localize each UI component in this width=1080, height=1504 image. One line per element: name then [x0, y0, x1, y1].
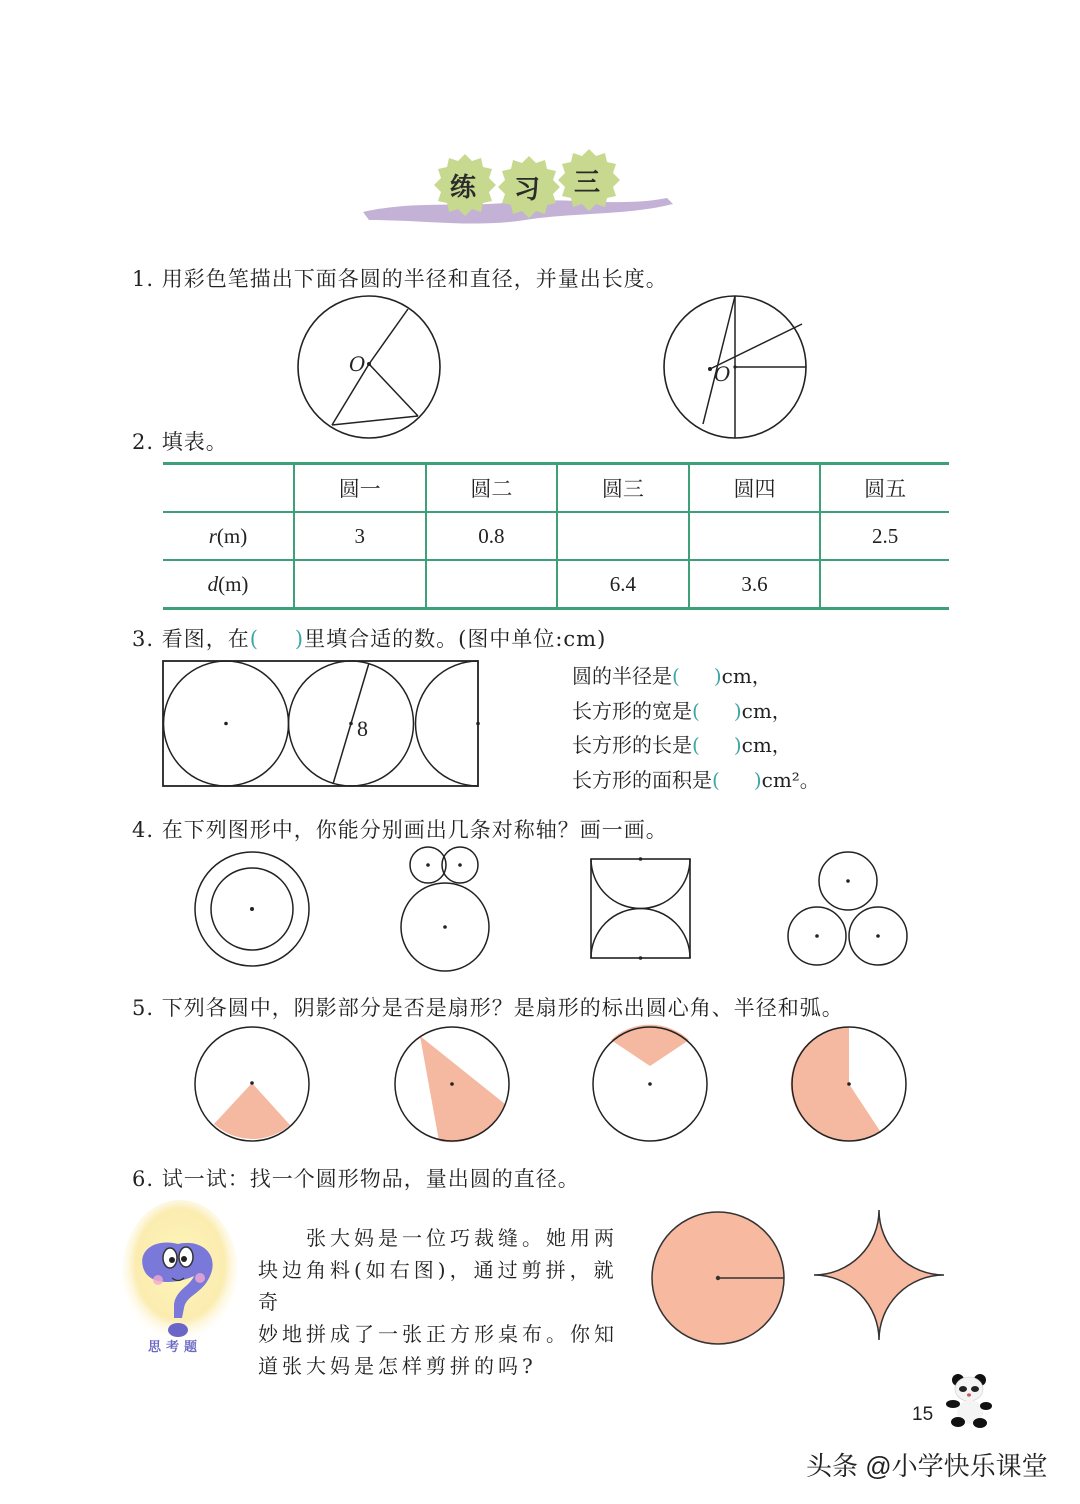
- story-line: 张大妈是一位巧裁缝。她用两: [258, 1226, 618, 1250]
- watermark: 头条 @小学快乐课堂: [806, 1451, 1048, 1481]
- header-title-char: 三: [574, 168, 601, 198]
- table-header-cell: 圆二: [426, 464, 558, 513]
- table-cell[interactable]: 3.6: [689, 560, 821, 609]
- panda-icon: [944, 1372, 996, 1428]
- question-3-text: 3. 看图，在( )里填合适的数。(图中单位:cm): [132, 627, 607, 651]
- question-4-text: 4. 在下列图形中，你能分别画出几条对称轴？画一画。: [132, 818, 668, 842]
- q1-circle-right: [662, 294, 808, 440]
- table-row: [163, 512, 949, 560]
- q5-circle-2: [393, 1025, 511, 1143]
- question-2-text: 2. 填表。: [132, 430, 228, 454]
- q4-owl-circles: [398, 845, 494, 975]
- q3-line-area: 长方形的面积是( )cm²。: [572, 768, 820, 792]
- q1-circle-left: [296, 294, 442, 440]
- table-cell[interactable]: [820, 560, 949, 609]
- table-cell[interactable]: [426, 560, 558, 609]
- thinking-mascot: [122, 1200, 238, 1360]
- q4-three-circles: [786, 850, 910, 970]
- q3-line-radius: 圆的半径是( )cm，: [572, 664, 772, 688]
- table-cell[interactable]: 0.8: [426, 512, 558, 560]
- q5-circle-3: [591, 1025, 709, 1143]
- fill-table: [163, 462, 949, 610]
- table-cell[interactable]: [294, 560, 426, 609]
- story-line: 妙地拼成了一张正方形桌布。你知: [258, 1322, 618, 1346]
- row-label: d(m): [163, 560, 294, 609]
- table-cell[interactable]: 3: [294, 512, 426, 560]
- q1-center-label-right: O: [714, 362, 731, 386]
- table-header-cell: [163, 464, 294, 513]
- table-cell[interactable]: 6.4: [557, 560, 689, 609]
- story-line: 块边角料(如右图)，通过剪拼，就奇: [258, 1258, 618, 1314]
- row-label: r(m): [163, 512, 294, 560]
- q4-square-semicircles: [590, 857, 692, 961]
- question-5-text: 5. 下列各圆中，阴影部分是否是扇形？是扇形的标出圆心角、半径和弧。: [132, 996, 844, 1020]
- table-header-row: [163, 464, 949, 513]
- header-title-char: 习: [514, 175, 541, 205]
- cloth-circle: [650, 1210, 786, 1346]
- page-number: 15: [912, 1404, 934, 1425]
- header-title-char: 练: [450, 173, 477, 203]
- q3-figure: [162, 660, 480, 788]
- table-cell[interactable]: [557, 512, 689, 560]
- q3-figure-label: 8: [357, 716, 368, 741]
- table-header-cell: 圆五: [820, 464, 949, 513]
- question-1-text: 1. 用彩色笔描出下面各圆的半径和直径，并量出长度。: [132, 267, 668, 291]
- question-6-text: 6. 试一试：找一个圆形物品，量出圆的直径。: [132, 1167, 580, 1191]
- q3-line-width: 长方形的宽是( )cm，: [572, 699, 792, 723]
- q5-circle-4: [790, 1025, 908, 1143]
- q5-circle-1: [193, 1025, 311, 1143]
- thinking-badge-label: 思考题: [148, 1340, 203, 1355]
- q3-line-length: 长方形的长是( )cm，: [572, 733, 792, 757]
- table-cell[interactable]: 2.5: [820, 512, 949, 560]
- table-row: [163, 560, 949, 609]
- story-line: 道张大妈是怎样剪拼的吗?: [258, 1354, 537, 1378]
- q1-center-label-left: O: [349, 352, 366, 376]
- q4-concentric-circles: [193, 850, 311, 968]
- table-header-cell: 圆三: [557, 464, 689, 513]
- cloth-star: [812, 1208, 946, 1342]
- table-header-cell: 圆四: [689, 464, 821, 513]
- table-cell[interactable]: [689, 512, 821, 560]
- table-header-cell: 圆一: [294, 464, 426, 513]
- thinking-story: [258, 1222, 628, 1382]
